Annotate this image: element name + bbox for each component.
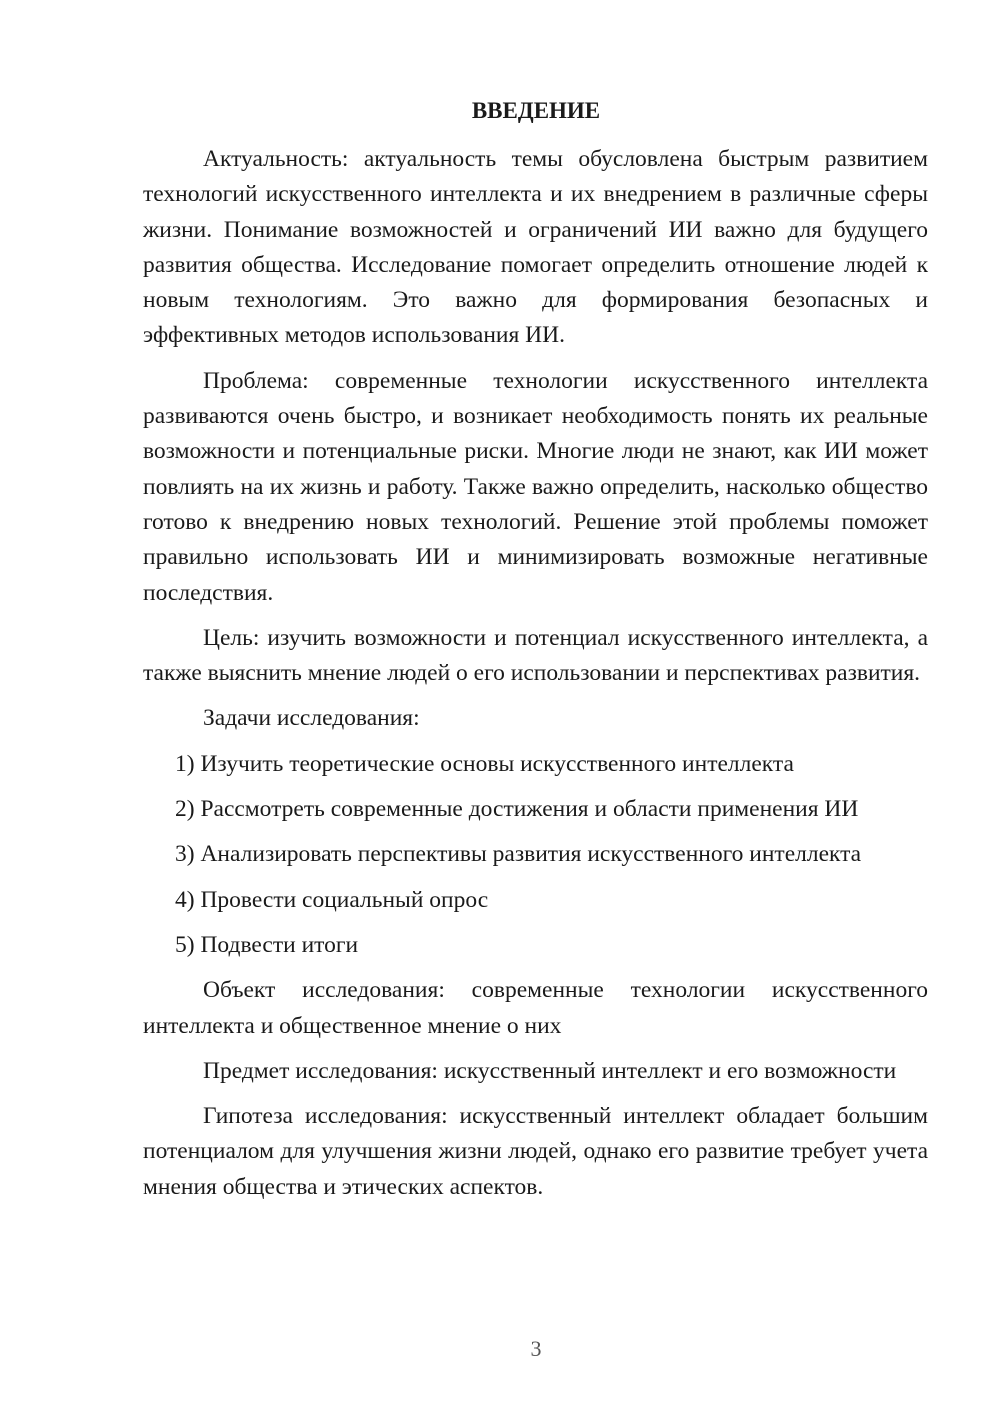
problem-paragraph: Проблема: современные технологии искусственного интеллекта развиваются очень быстро, и возникает необходимость понять их реальные возможности и потенциальные риски. Многие люди не знают, как ИИ может повлиять на их жизнь и работу. Также важно определить, насколько общество готово к внедрению новых технологий. Решение этой проблемы поможет правильно использовать ИИ и минимизировать возможные негативные последствия. (143, 367, 928, 606)
relevance-paragraph: Актуальность: актуальность темы обусловлена быстрым развитием технологий искусственного интеллекта и их внедрением в различные сферы жизни. Понимание возможностей и ограничений ИИ важно для будущего развития общества. Исследование помогает определить отношение людей к новым технологиям. Это важно для формирования безопасных и эффективных методов использования ИИ. (143, 146, 928, 349)
page-title: ВВЕДЕНИЕ (471, 98, 601, 123)
goal-paragraph: Цель: изучить возможности и потенциал искусственного интеллекта, а также выяснить мнение людей о его использовании и перспективах развития. (143, 624, 928, 687)
page-number: 3 (530, 1336, 542, 1361)
task-item: 3) Анализировать перспективы развития искусственного интеллекта (175, 841, 862, 868)
object-paragraph: Объект исследования: современные технологии искусственного интеллекта и общественное мнение о них (143, 977, 928, 1039)
subject-paragraph: Предмет исследования: искусственный интеллект и его возможности (203, 1057, 897, 1084)
task-item: 5) Подвести итоги (175, 931, 359, 958)
hypothesis-paragraph: Гипотеза исследования: искусственный интеллект обладает большим потенциалом для улучшения жизни людей, однако его развитие требует учета мнения общества и этических аспектов. (143, 1103, 928, 1200)
task-item: 1) Изучить теоретические основы искусственного интеллекта (175, 750, 794, 777)
body-text (143, 142, 928, 1215)
tasks-heading: Задачи исследования: (203, 705, 420, 732)
task-item: 4) Провести социальный опрос (175, 886, 489, 913)
task-item: 2) Рассмотреть современные достижения и области применения ИИ (175, 796, 859, 823)
tasks-list (143, 747, 928, 963)
